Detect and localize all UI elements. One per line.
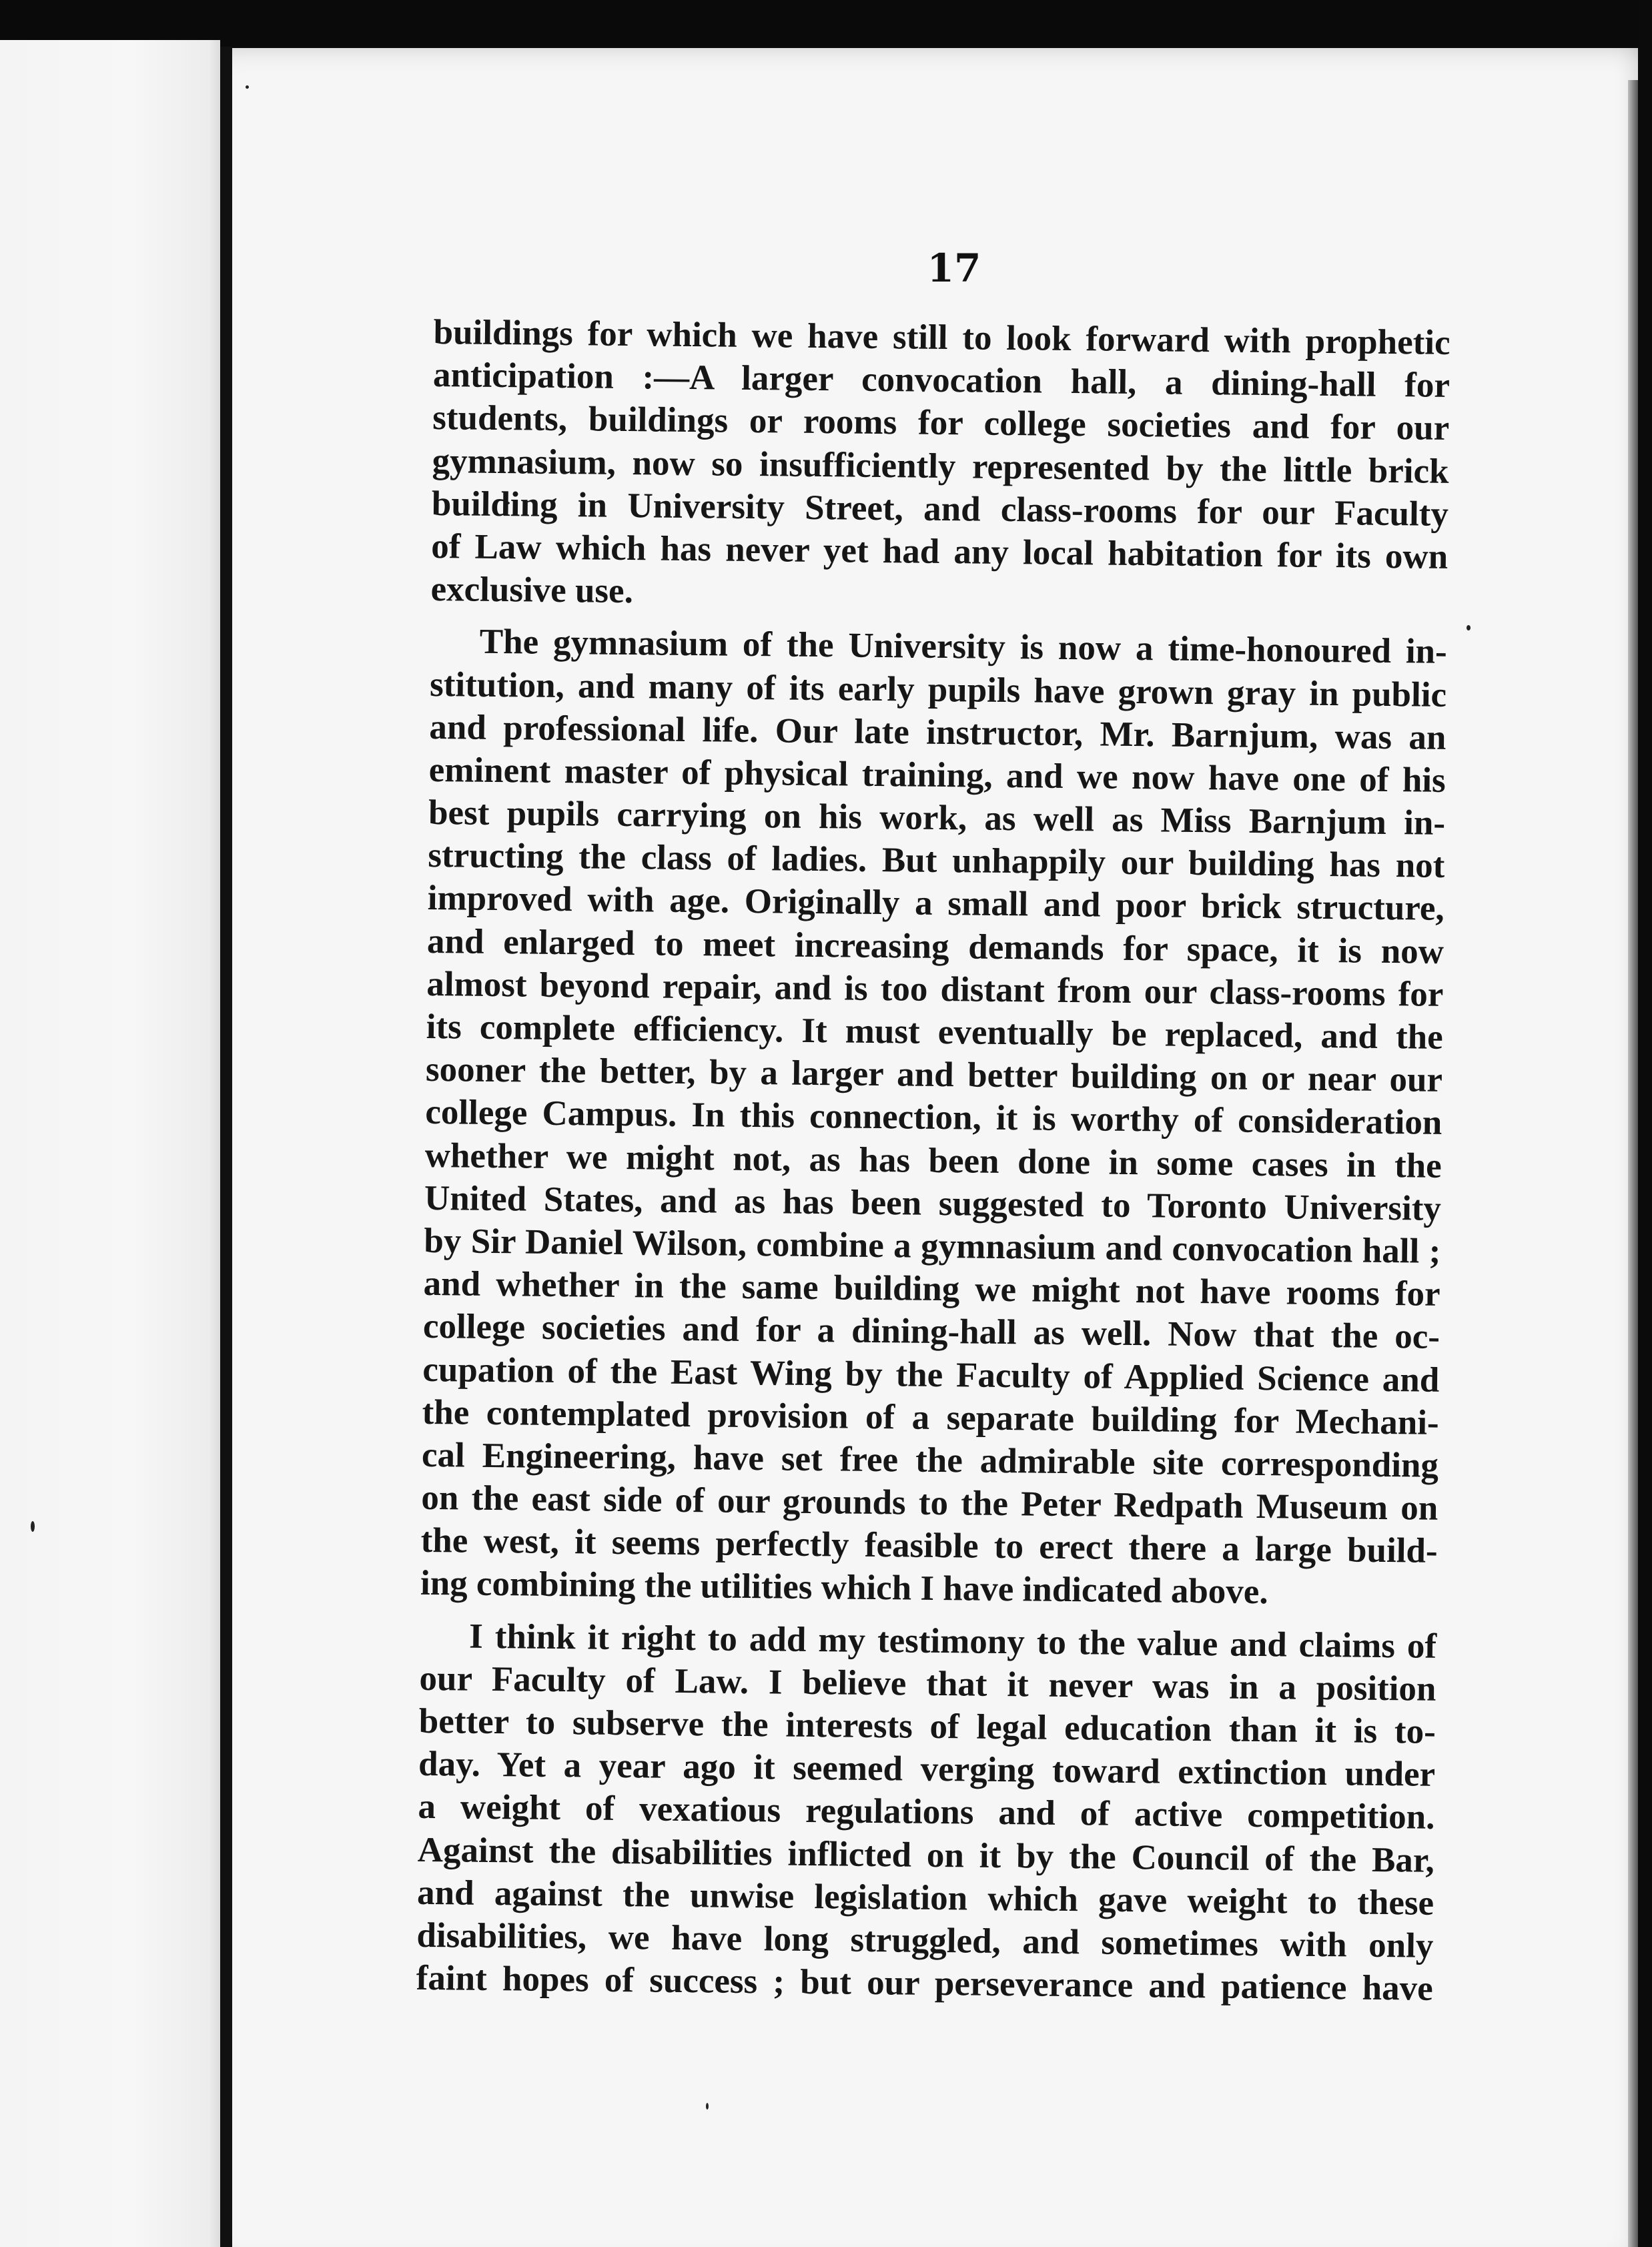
text-line: cal Engineering, have set free the admirable site corresponding	[421, 1435, 1439, 1485]
text-line: better to subserve the interests of legal education than it is to-	[418, 1701, 1436, 1751]
dust-speck	[706, 2103, 709, 2110]
text-line: gymnasium, now so insufficiently represented by the little brick	[432, 441, 1449, 491]
text-line: college Campus. In this connection, it is worthy of consideration	[425, 1093, 1442, 1143]
text-line: of Law which has never yet had any local habitation for its own	[431, 526, 1449, 576]
text-line: students, buildings or rooms for college societies and for our	[432, 398, 1450, 448]
text-line: its complete efficiency. It must eventually be replaced, and the	[426, 1007, 1443, 1057]
text-line: United States, and as has been suggested to Toronto University	[424, 1178, 1442, 1228]
text-line: and enlarged to meet increasing demands for space, it is now	[426, 921, 1444, 971]
text-line: The gymnasium of the University is now a time-honoured in-	[479, 622, 1448, 672]
text-line: eminent master of physical training, and we now have one of his	[428, 750, 1447, 800]
text-line: buildings for which we have still to look forward with prophetic	[433, 312, 1451, 362]
text-line: building in University Street, and class-rooms for our Faculty	[431, 484, 1449, 534]
text-line: sooner the better, by a larger and better building on or near our	[425, 1050, 1443, 1100]
text-line: cupation of the East Wing by the Faculty of Applied Science and	[422, 1350, 1440, 1400]
text-line: anticipation :—A larger convocation hall, a dining-hall for	[432, 356, 1451, 406]
text-line: almost beyond repair, and is too distant from our class-rooms for	[426, 964, 1444, 1014]
text-line: I think it right to add my testimony to the value and claims of	[468, 1617, 1437, 1666]
text-line: exclusive use.	[430, 570, 634, 611]
dust-speck	[31, 1521, 35, 1532]
text-line: the contemplated provision of a separate building for Mechani-	[422, 1392, 1439, 1442]
scan-right-border	[1638, 0, 1652, 2247]
text-line: Against the disabilities inflicted on it by the Council of the Bar,	[417, 1830, 1435, 1880]
dust-speck	[1467, 625, 1471, 630]
text-line: improved with age. Originally a small and poor brick structure,	[427, 879, 1445, 929]
text-line: our Faculty of Law. I believe that it never was in a position	[419, 1659, 1436, 1709]
paragraph	[416, 1615, 1436, 2011]
page-number: 17	[927, 246, 981, 291]
text-line: and professional life. Our late instructor, Mr. Barnjum, was an	[429, 707, 1447, 757]
text-line: on the east side of our grounds to the Peter Redpath Museum on	[421, 1478, 1438, 1528]
paragraph	[430, 311, 1451, 621]
text-line: by Sir Daniel Wilson, combine a gymnasium and convocation hall ;	[424, 1221, 1441, 1271]
text-line: and against the unwise legislation which gave weight to these	[416, 1873, 1434, 1923]
text-line: a weight of vexatious regulations and of active competition.	[418, 1787, 1435, 1837]
paragraph	[420, 620, 1447, 1615]
text-line: the west, it seems perfectly feasible to erect there a large build-	[420, 1521, 1438, 1571]
text-line: disabilities, we have long struggled, and sometimes with only	[416, 1915, 1434, 1965]
text-line: college societies and for a dining-hall as well. Now that the oc-	[422, 1307, 1440, 1357]
text-line: day. Yet a year ago it seemed verging toward extinction under	[418, 1745, 1436, 1795]
book-gutter	[220, 47, 232, 2247]
scan-top-border	[0, 0, 1652, 47]
body-text	[416, 311, 1451, 2019]
text-line: and whether in the same building we might not have rooms for	[423, 1264, 1440, 1314]
text-line: whether we might not, as has been done in some cases in the	[424, 1136, 1442, 1186]
text-line: structing the class of ladies. But unhappily our building has not	[428, 836, 1445, 886]
dust-speck	[246, 85, 249, 89]
text-line: stitution, and many of its early pupils have grown gray in public	[429, 664, 1447, 715]
text-line: faint hopes of success ; but our perseverance and patience have	[416, 1958, 1434, 2008]
text-line: ing combining the utilities which I have indicated above.	[420, 1564, 1268, 1612]
facing-page-blank	[0, 40, 220, 2247]
text-line: best pupils carrying on his work, as well as Miss Barnjum in-	[428, 793, 1446, 843]
